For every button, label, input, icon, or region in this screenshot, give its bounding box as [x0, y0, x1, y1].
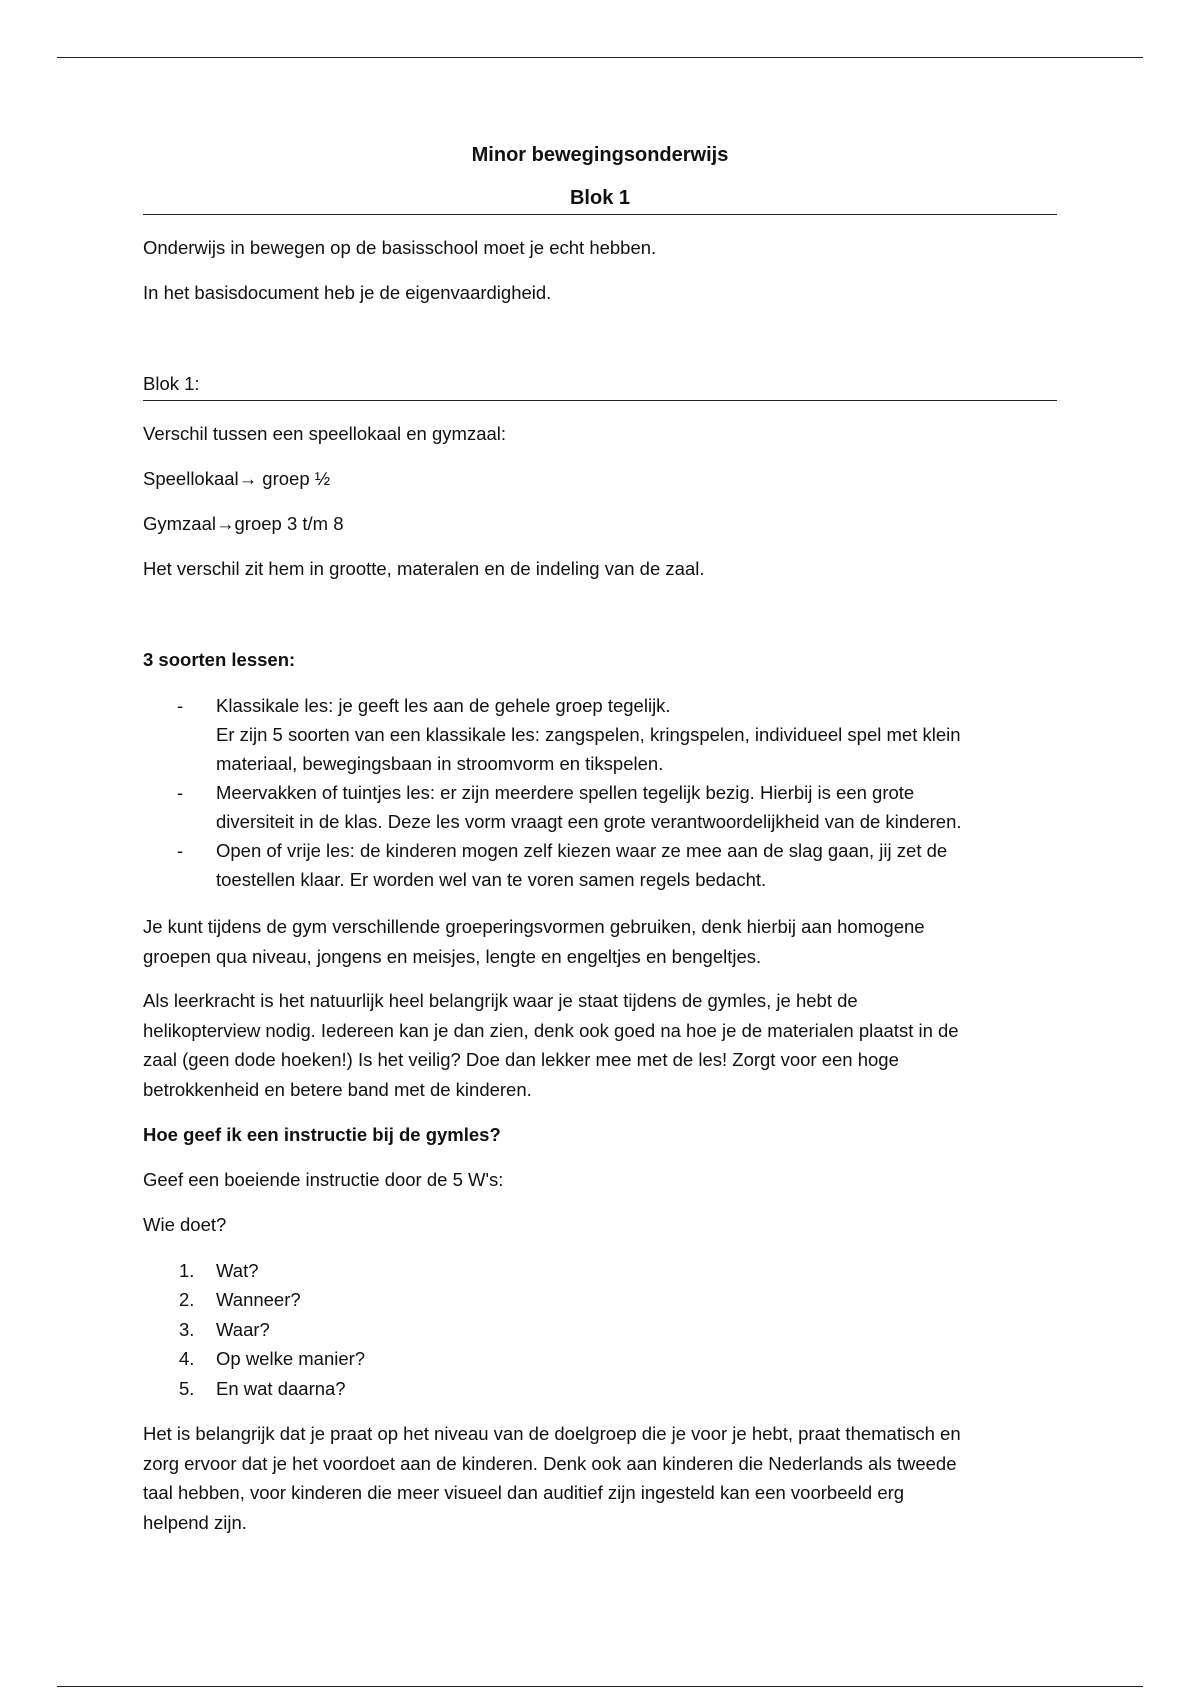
closing-paragraph-line: zorg ervoor dat je het voordoet aan de kinderen. Denk ook aan kinderen die Nederlands als tweede	[143, 1453, 957, 1474]
lesson-bullet-line: Er zijn 5 soorten van een klassikale les: zangspelen, kringspelen, individueel spel met klein	[216, 724, 961, 745]
bullet-marker: -	[177, 840, 184, 861]
page-top-rule	[57, 57, 1143, 58]
bullet-marker: -	[177, 782, 184, 803]
instruction-intro: Geef een boeiende instructie door de 5 W's:	[143, 1169, 504, 1190]
list-item: En wat daarna?	[216, 1378, 346, 1399]
grouping-paragraph-line: Je kunt tijdens de gym verschillende groeperingsvormen gebruiken, denk hierbij aan homogene	[143, 916, 925, 937]
closing-paragraph-line: Het is belangrijk dat je praat op het niveau van de doelgroep die je voor je hebt, praat thematisch en	[143, 1423, 961, 1444]
page-bottom-rule	[57, 1686, 1143, 1687]
list-number: 5.	[179, 1378, 195, 1399]
lesson-bullet-line: Meervakken of tuintjes les: er zijn meerdere spellen tegelijk bezig. Hierbij is een grote	[216, 782, 915, 803]
lesson-bullet-line: toestellen klaar. Er worden wel van te voren samen regels bedacht.	[216, 869, 767, 890]
lesson-bullet-line: Klassikale les: je geeft les aan de gehele groep tegelijk.	[216, 695, 671, 716]
section-line: Speellokaal→ groep ½	[143, 468, 331, 489]
list-item: Wat?	[216, 1260, 259, 1281]
bullet-marker: -	[177, 695, 184, 716]
section-line: Het verschil zit hem in grootte, materalen en de indeling van de zaal.	[143, 558, 705, 579]
closing-paragraph-line: helpend zijn.	[143, 1512, 247, 1533]
section-divider	[143, 400, 1057, 401]
list-item: Waar?	[216, 1319, 270, 1340]
section-line: Gymzaal→groep 3 t/m 8	[143, 513, 344, 534]
intro-line: In het basisdocument heb je de eigenvaardigheid.	[143, 282, 552, 303]
teacher-paragraph-line: betrokkenheid en betere band met de kinderen.	[143, 1079, 532, 1100]
list-item: Wanneer?	[216, 1289, 301, 1310]
lessons-heading: 3 soorten lessen:	[143, 649, 296, 670]
teacher-paragraph-line: Als leerkracht is het natuurlijk heel belangrijk waar je staat tijdens de gymles, je hebt de	[143, 990, 858, 1011]
document-title: Minor bewegingsonderwijs	[471, 144, 729, 166]
lesson-bullet-line: materiaal, bewegingsbaan in stroomvorm en tikspelen.	[216, 753, 664, 774]
section-heading: Blok 1:	[143, 373, 200, 394]
lesson-bullet-line: Open of vrije les: de kinderen mogen zelf kiezen waar ze mee aan de slag gaan, jij zet de	[216, 840, 948, 861]
list-number: 2.	[179, 1289, 195, 1310]
document-subtitle: Blok 1	[569, 187, 631, 209]
list-number: 3.	[179, 1319, 195, 1340]
teacher-paragraph-line: zaal (geen dode hoeken!) Is het veilig? Doe dan lekker mee met de les! Zorgt voor een hoge	[143, 1049, 899, 1070]
section-line: Verschil tussen een speellokaal en gymzaal:	[143, 423, 507, 444]
grouping-paragraph-line: groepen qua niveau, jongens en meisjes, lengte en engeltjes en bengeltjes.	[143, 946, 762, 967]
intro-line: Onderwijs in bewegen op de basisschool moet je echt hebben.	[143, 237, 657, 258]
instruction-first: Wie doet?	[143, 1214, 227, 1235]
closing-paragraph-line: taal hebben, voor kinderen die meer visueel dan auditief zijn ingesteld kan een voorbeeld erg	[143, 1482, 905, 1503]
teacher-paragraph-line: helikopterview nodig. Iedereen kan je dan zien, denk ook goed na hoe je de materialen plaatst in de	[143, 1020, 959, 1041]
instruction-heading: Hoe geef ik een instructie bij de gymles?	[143, 1124, 501, 1145]
lesson-bullet-line: diversiteit in de klas. Deze les vorm vraagt een grote verantwoordelijkheid van de kinderen.	[216, 811, 962, 832]
title-divider	[143, 214, 1057, 215]
list-item: Op welke manier?	[216, 1348, 366, 1369]
list-number: 4.	[179, 1348, 195, 1369]
list-number: 1.	[179, 1260, 195, 1281]
